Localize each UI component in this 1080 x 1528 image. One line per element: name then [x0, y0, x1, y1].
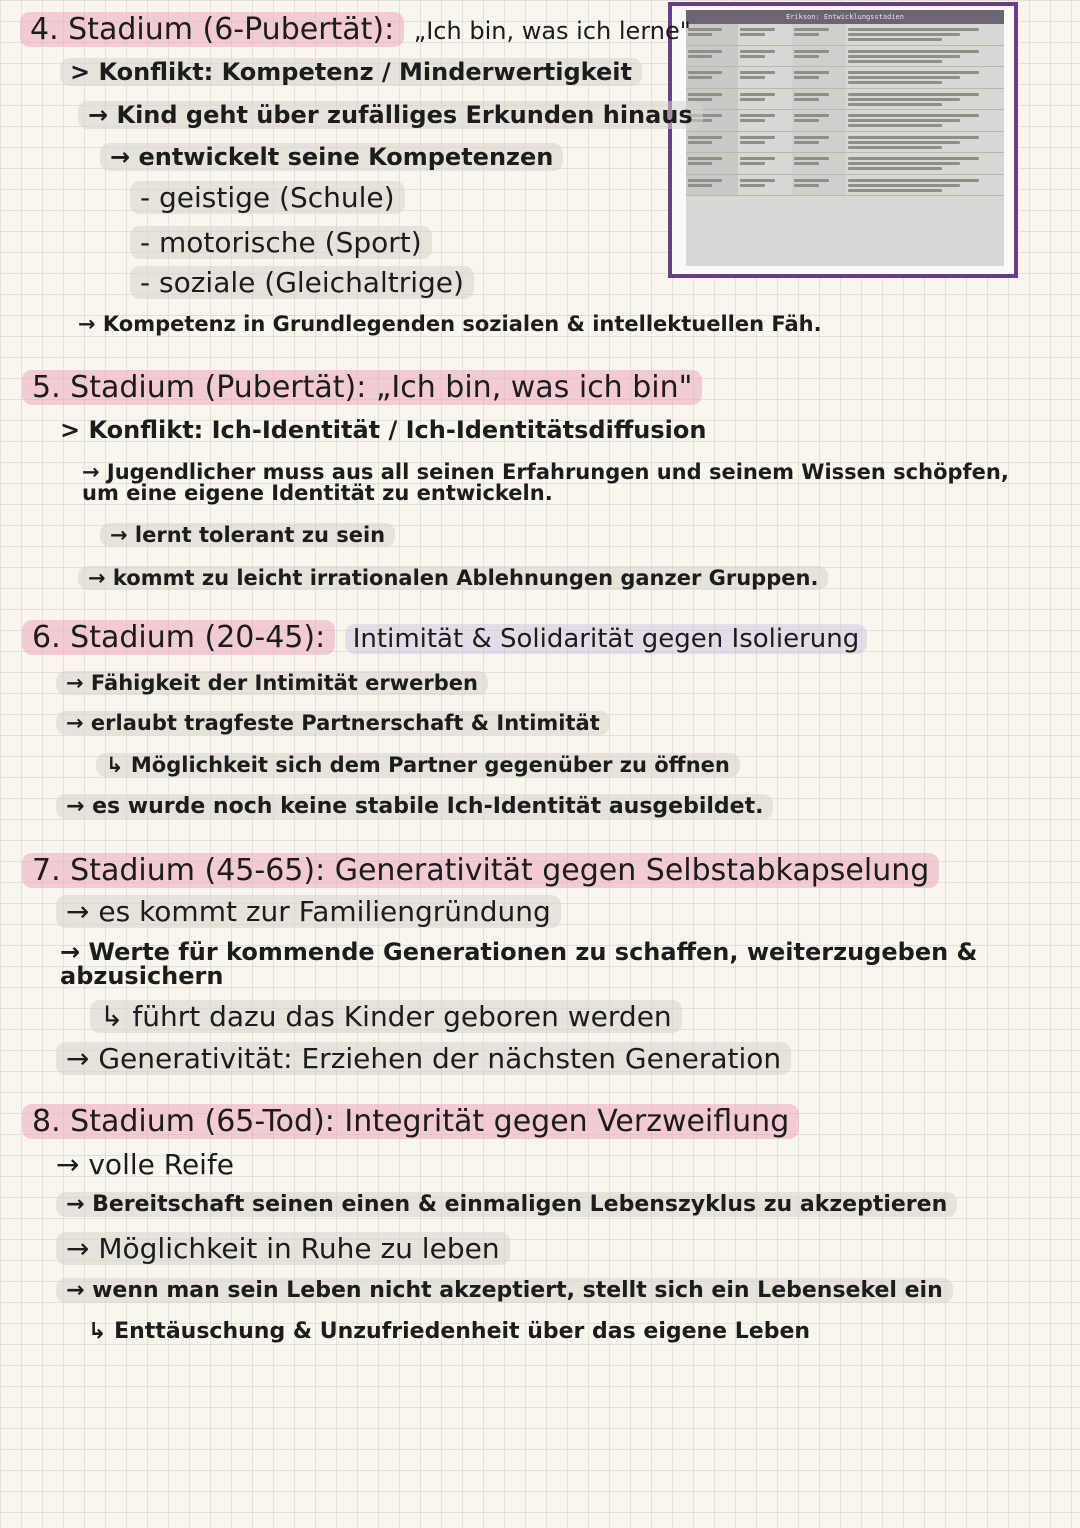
s7-bullet-4-text: → Generativität: Erziehen der nächsten Generation — [56, 1042, 791, 1075]
blurred-text — [848, 119, 960, 122]
s8-bullet-5 — [88, 1320, 810, 1343]
s4-quote: „Ich bin, was ich lerne" — [413, 17, 691, 45]
s5-konflikt — [60, 418, 706, 443]
table-photo-row — [686, 46, 1004, 68]
blurred-text — [848, 71, 979, 74]
s8-bullet-1 — [56, 1150, 234, 1179]
s5-bullet-2-text: → lernt tolerant zu sein — [100, 523, 395, 547]
blurred-text — [794, 141, 819, 144]
table-photo-content — [686, 10, 1004, 266]
blurred-text — [688, 184, 712, 187]
s4-bullet-2-text: → entwickelt seine Kompetenzen — [100, 143, 563, 171]
blurred-text — [848, 189, 942, 192]
s8-bullet-5-text: ↳ Enttäuschung & Unzufriedenheit über das eigene Leben — [88, 1319, 811, 1344]
s5-title — [22, 372, 702, 404]
s7-bullet-4 — [56, 1044, 791, 1073]
s6-title: 6. Stadium (20-45): — [22, 620, 335, 655]
blurred-text — [740, 33, 765, 36]
s8-bullet-1-text: → volle Reife — [56, 1148, 235, 1181]
table-photo-cell — [738, 89, 792, 110]
blurred-text — [688, 93, 722, 96]
table-photo-cell — [738, 132, 792, 153]
table-photo-cell — [846, 153, 1004, 174]
table-photo-cell — [738, 110, 792, 131]
blurred-text — [688, 157, 722, 160]
blurred-text — [688, 141, 712, 144]
table-photo-cell — [792, 46, 846, 67]
s7-bullet-1-text: → es kommt zur Familiengründung — [56, 895, 561, 928]
s7-bullet-2 — [60, 940, 1000, 988]
s8-bullet-2-text: → Bereitschaft seinen einen & einmaligen Lebenszyklus zu akzeptieren — [56, 1192, 957, 1217]
blurred-text — [848, 124, 942, 127]
blurred-text — [794, 50, 829, 53]
table-photo — [668, 2, 1018, 278]
s4-bullet-3-text: → Kompetenz in Grundlegenden sozialen & intellektuellen Fäh. — [78, 312, 822, 336]
blurred-text — [794, 71, 829, 74]
s7-bullet-3 — [90, 1002, 682, 1031]
blurred-text — [794, 93, 829, 96]
blurred-text — [688, 162, 712, 165]
table-photo-row — [686, 89, 1004, 111]
table-photo-cell — [846, 175, 1004, 196]
table-photo-cell — [738, 24, 792, 45]
blurred-text — [848, 162, 960, 165]
table-photo-header: Erikson: Entwicklungsstadien — [686, 10, 1004, 24]
s5-bullet-3 — [78, 567, 828, 589]
blurred-text — [794, 119, 819, 122]
s6-bullet-2-text: → erlaubt tragfeste Partnerschaft & Intimität — [56, 711, 610, 735]
blurred-text — [688, 71, 722, 74]
blurred-text — [794, 76, 819, 79]
blurred-text — [740, 179, 775, 182]
blurred-text — [848, 136, 979, 139]
blurred-text — [794, 162, 819, 165]
s7-title-text: 7. Stadium (45-65): Generativität gegen Selbstabkapselung — [22, 853, 939, 888]
s6-title-line — [22, 622, 867, 654]
blurred-text — [740, 28, 775, 31]
s4-item-3-text: - soziale (Gleichaltrige) — [130, 266, 474, 299]
table-photo-cell — [738, 175, 792, 196]
s5-bullet-3-text: → kommt zu leicht irrationalen Ablehnungen ganzer Gruppen. — [78, 566, 828, 590]
s8-title-text: 8. Stadium (65-Tod): Integrität gegen Verzweiflung — [22, 1104, 799, 1139]
blurred-text — [688, 76, 712, 79]
s4-bullet-1 — [78, 103, 703, 128]
blurred-text — [740, 71, 775, 74]
s4-item-3 — [130, 268, 474, 297]
s4-konflikt — [60, 60, 642, 85]
table-photo-row — [686, 175, 1004, 197]
blurred-text — [794, 98, 819, 101]
blurred-text — [740, 50, 775, 53]
s5-bullet-1 — [82, 462, 1022, 504]
blurred-text — [688, 28, 722, 31]
s6-bullet-4 — [56, 795, 773, 818]
blurred-text — [848, 81, 942, 84]
table-photo-cell — [792, 110, 846, 131]
s6-bullet-1-text: → Fähigkeit der Intimität erwerben — [56, 671, 488, 695]
s5-title-text: 5. Stadium (Pubertät): „Ich bin, was ich bin" — [22, 370, 702, 405]
blurred-text — [740, 136, 775, 139]
s6-bullet-2 — [56, 712, 610, 734]
blurred-text — [794, 28, 829, 31]
blurred-text — [740, 98, 765, 101]
table-photo-cell — [686, 67, 738, 88]
blurred-text — [848, 38, 942, 41]
blurred-text — [794, 184, 819, 187]
blurred-text — [848, 146, 942, 149]
table-photo-cell — [846, 46, 1004, 67]
s8-bullet-3 — [56, 1234, 510, 1263]
s8-bullet-4 — [56, 1279, 953, 1302]
blurred-text — [794, 33, 819, 36]
s8-bullet-3-text: → Möglichkeit in Ruhe zu leben — [56, 1232, 510, 1265]
table-photo-cell — [846, 132, 1004, 153]
blurred-text — [848, 50, 979, 53]
s4-item-1 — [130, 183, 405, 212]
s4-item-1-text: - geistige (Schule) — [130, 181, 405, 214]
s4-konflikt-text: > Konflikt: Kompetenz / Minderwertigkeit — [60, 58, 642, 86]
s6-subtitle: Intimität & Solidarität gegen Isolierung — [345, 624, 868, 654]
blurred-text — [848, 179, 979, 182]
table-photo-cell — [846, 110, 1004, 131]
blurred-text — [794, 157, 829, 160]
table-photo-cell — [846, 67, 1004, 88]
table-photo-cell — [686, 153, 738, 174]
s4-item-2-text: - motorische (Sport) — [130, 226, 432, 259]
blurred-text — [794, 136, 829, 139]
table-photo-cell — [792, 175, 846, 196]
table-photo-cell — [738, 46, 792, 67]
table-photo-cell — [792, 89, 846, 110]
s4-title-line — [20, 14, 691, 46]
s7-bullet-1 — [56, 897, 561, 926]
s8-bullet-2 — [56, 1193, 957, 1216]
table-photo-cell — [846, 89, 1004, 110]
table-photo-cell — [792, 153, 846, 174]
blurred-text — [740, 162, 765, 165]
table-photo-cell — [686, 132, 738, 153]
s7-title — [22, 855, 939, 887]
s4-bullet-3 — [78, 313, 822, 335]
blurred-text — [848, 55, 960, 58]
blurred-text — [848, 98, 960, 101]
blurred-text — [794, 114, 829, 117]
s4-bullet-2 — [100, 145, 563, 170]
blurred-text — [688, 55, 712, 58]
blurred-text — [848, 28, 979, 31]
table-photo-row — [686, 153, 1004, 175]
table-photo-cell — [792, 24, 846, 45]
s6-bullet-1 — [56, 672, 488, 694]
table-photo-row — [686, 67, 1004, 89]
s5-konflikt-text: > Konflikt: Ich-Identität / Ich-Identitätsdiffusion — [60, 416, 707, 444]
s6-bullet-3 — [96, 754, 740, 776]
blurred-text — [740, 157, 775, 160]
table-photo-cell — [686, 46, 738, 67]
blurred-text — [740, 119, 765, 122]
table-photo-cell — [792, 132, 846, 153]
s4-title: 4. Stadium (6-Pubertät): — [20, 12, 404, 47]
table-photo-cell — [686, 175, 738, 196]
s5-bullet-2 — [100, 524, 395, 546]
blurred-text — [848, 33, 960, 36]
blurred-text — [688, 136, 722, 139]
table-photo-cell — [686, 24, 738, 45]
blurred-text — [740, 184, 765, 187]
table-photo-cell — [738, 67, 792, 88]
s4-bullet-1-text: → Kind geht über zufälliges Erkunden hinaus — [78, 101, 703, 129]
blurred-text — [688, 50, 722, 53]
blurred-text — [848, 141, 960, 144]
blurred-text — [740, 55, 765, 58]
table-photo-row — [686, 132, 1004, 154]
blurred-text — [848, 93, 979, 96]
blurred-text — [688, 33, 712, 36]
blurred-text — [794, 179, 829, 182]
s6-bullet-4-text: → es wurde noch keine stabile Ich-Identität ausgebildet. — [56, 794, 773, 819]
blurred-text — [848, 60, 942, 63]
blurred-text — [848, 76, 960, 79]
table-photo-cell — [792, 67, 846, 88]
s7-bullet-2-text: → Werte für kommende Generationen zu schaffen, weiterzugeben & abzusichern — [60, 938, 978, 990]
table-photo-row — [686, 24, 1004, 46]
blurred-text — [688, 179, 722, 182]
table-photo-cell — [846, 24, 1004, 45]
blurred-text — [740, 93, 775, 96]
blurred-text — [848, 103, 942, 106]
s8-title — [22, 1106, 799, 1138]
s8-bullet-4-text: → wenn man sein Leben nicht akzeptiert, stellt sich ein Lebensekel ein — [56, 1278, 953, 1303]
blurred-text — [848, 157, 979, 160]
blurred-text — [848, 114, 979, 117]
blurred-text — [740, 76, 765, 79]
s5-bullet-1-text: → Jugendlicher muss aus all seinen Erfahrungen und seinem Wissen schöpfen, um eine eigene Identität zu entwickeln. — [82, 460, 1009, 505]
blurred-text — [848, 167, 942, 170]
table-photo-row — [686, 110, 1004, 132]
blurred-text — [740, 141, 765, 144]
blurred-text — [794, 55, 819, 58]
table-photo-cell — [738, 153, 792, 174]
s4-item-2 — [130, 228, 432, 257]
s6-bullet-3-text: ↳ Möglichkeit sich dem Partner gegenüber zu öffnen — [96, 753, 740, 777]
s7-bullet-3-text: ↳ führt dazu das Kinder geboren werden — [90, 1000, 682, 1033]
blurred-text — [848, 184, 960, 187]
blurred-text — [740, 114, 775, 117]
